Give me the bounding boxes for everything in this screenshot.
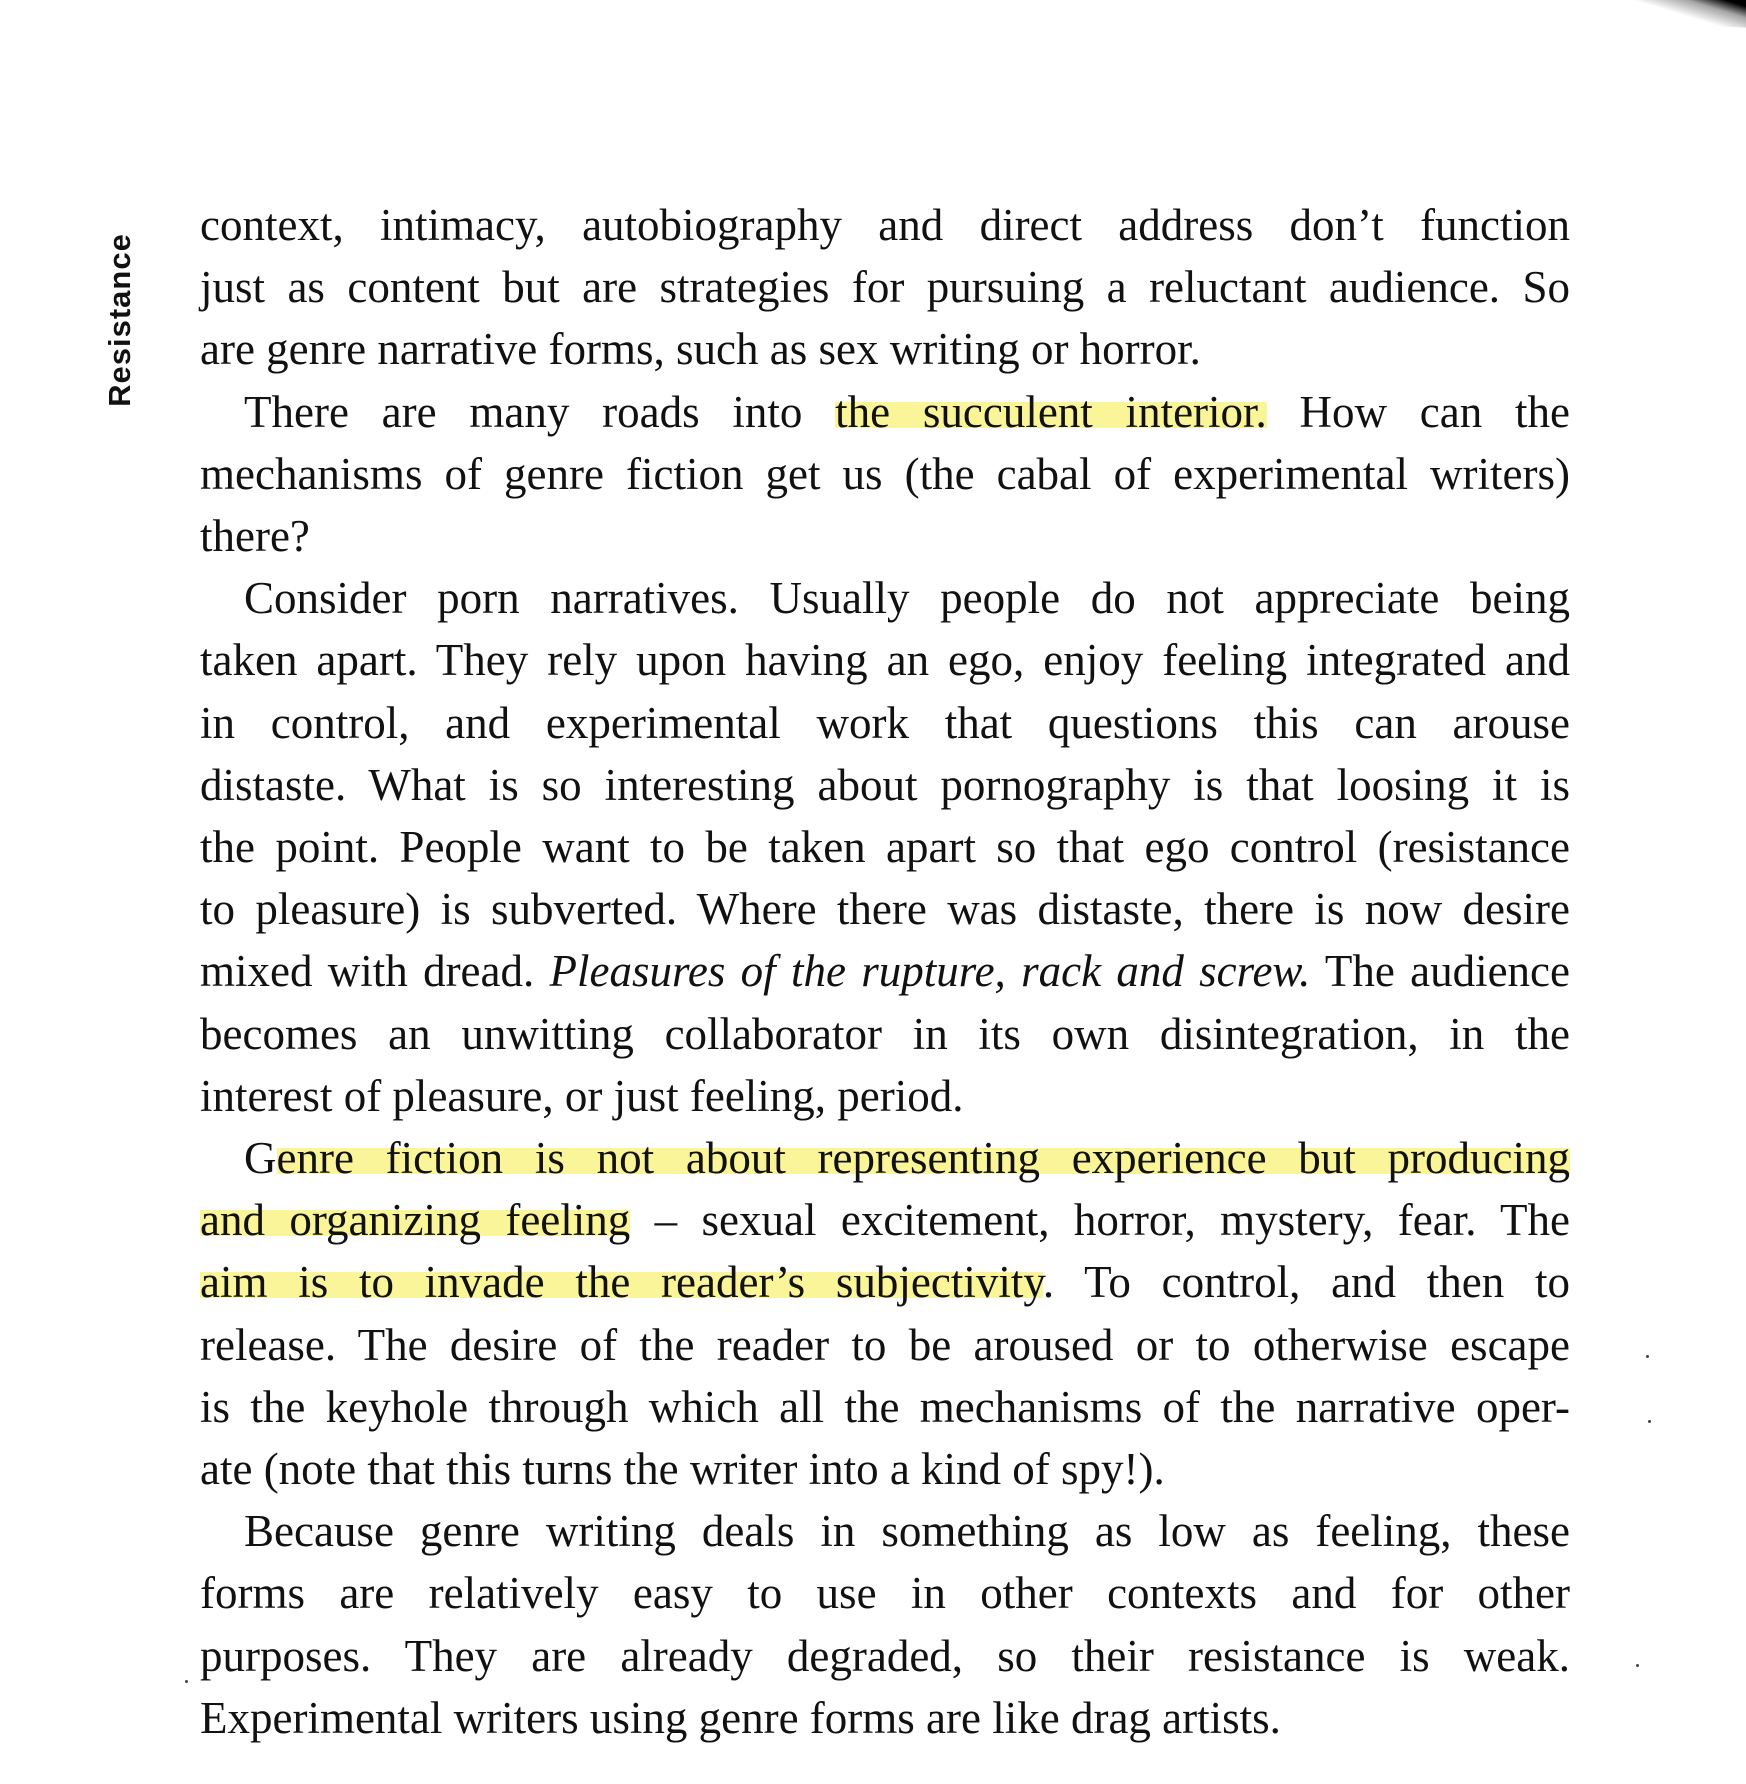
text-segment: The audience (1310, 946, 1570, 997)
text-line: mechanisms of genre fiction get us (the cabal of experimental writers) (200, 448, 1570, 499)
text-line: forms are relatively easy to use in other contexts and for other (200, 1568, 1570, 1619)
text-segment: There are many roads into (244, 386, 836, 437)
text-line: is the keyhole through which all the mechanisms of the narrative oper- (200, 1381, 1570, 1432)
body-text (200, 194, 1570, 1749)
running-head: Resistance (102, 233, 137, 407)
text-segment: – sexual excitement, horror, mystery, fear. The (630, 1195, 1570, 1246)
text-line: context, intimacy, autobiography and direct address don’t function (200, 200, 1570, 250)
highlighted-text: enre fiction is not about representing experience but producing (276, 1133, 1570, 1184)
text-line (200, 1251, 1570, 1313)
scan-speck (1648, 1420, 1651, 1423)
text-line (200, 1189, 1570, 1251)
text-line (200, 940, 1570, 1002)
text-line: just as content but are strategies for pursuing a reluctant audience. So (200, 262, 1570, 313)
text-line: release. The desire of the reader to be aroused or to otherwise escape (200, 1319, 1570, 1370)
scan-shadow (1555, 0, 1746, 29)
scan-speck (1636, 1664, 1639, 1667)
text-line: purposes. They are already degraded, so their resistance is weak. (200, 1630, 1570, 1681)
text-line: ate (note that this turns the writer into a kind of spy!). (200, 1444, 1165, 1495)
text-line: Experimental writers using genre forms are like drag artists. (200, 1692, 1281, 1743)
highlighted-text: and organizing feeling (200, 1195, 631, 1246)
paragraph-5 (200, 1500, 1570, 1749)
text-line: there? (200, 511, 310, 562)
text-line: distaste. What is so interesting about pornography is that loosing it is (200, 759, 1570, 810)
text-line: Because genre writing deals in something as low as feeling, these (244, 1506, 1570, 1557)
text-segment: How can the (1266, 386, 1570, 437)
text-line: in control, and experimental work that questions this can arouse (200, 697, 1570, 748)
paragraph-1 (200, 194, 1570, 381)
text-line: taken apart. They rely upon having an ego, enjoy feeling integrated and (200, 635, 1570, 686)
text-line: are genre narrative forms, such as sex writing or horror. (200, 324, 1201, 375)
text-line: the point. People want to be taken apart so that ego control (resistance (200, 822, 1570, 873)
text-line: Consider porn narratives. Usually people do not appreciate being (244, 573, 1570, 624)
scan-speck (1646, 1355, 1649, 1358)
text-segment: G (244, 1133, 277, 1184)
text-line: becomes an unwitting collaborator in its own disintegration, in the (200, 1008, 1570, 1059)
text-segment: mixed with dread. (200, 946, 550, 997)
text-line: to pleasure) is subverted. Where there was distaste, there is now desire (200, 884, 1570, 935)
highlighted-text: aim is to invade the reader’s subjectivity (200, 1257, 1043, 1308)
text-line (200, 381, 1570, 443)
scan-speck (185, 1680, 188, 1683)
italic-text: Pleasures of the rupture, rack and screw. (549, 946, 1311, 997)
highlighted-text: the succulent interior. (835, 386, 1267, 437)
paragraph-3 (200, 567, 1570, 1127)
text-line (200, 1127, 1570, 1189)
text-segment: . To control, and then to (1042, 1257, 1570, 1308)
paragraph-4 (200, 1127, 1570, 1500)
text-line: interest of pleasure, or just feeling, period. (200, 1070, 964, 1121)
paragraph-2 (200, 381, 1570, 568)
